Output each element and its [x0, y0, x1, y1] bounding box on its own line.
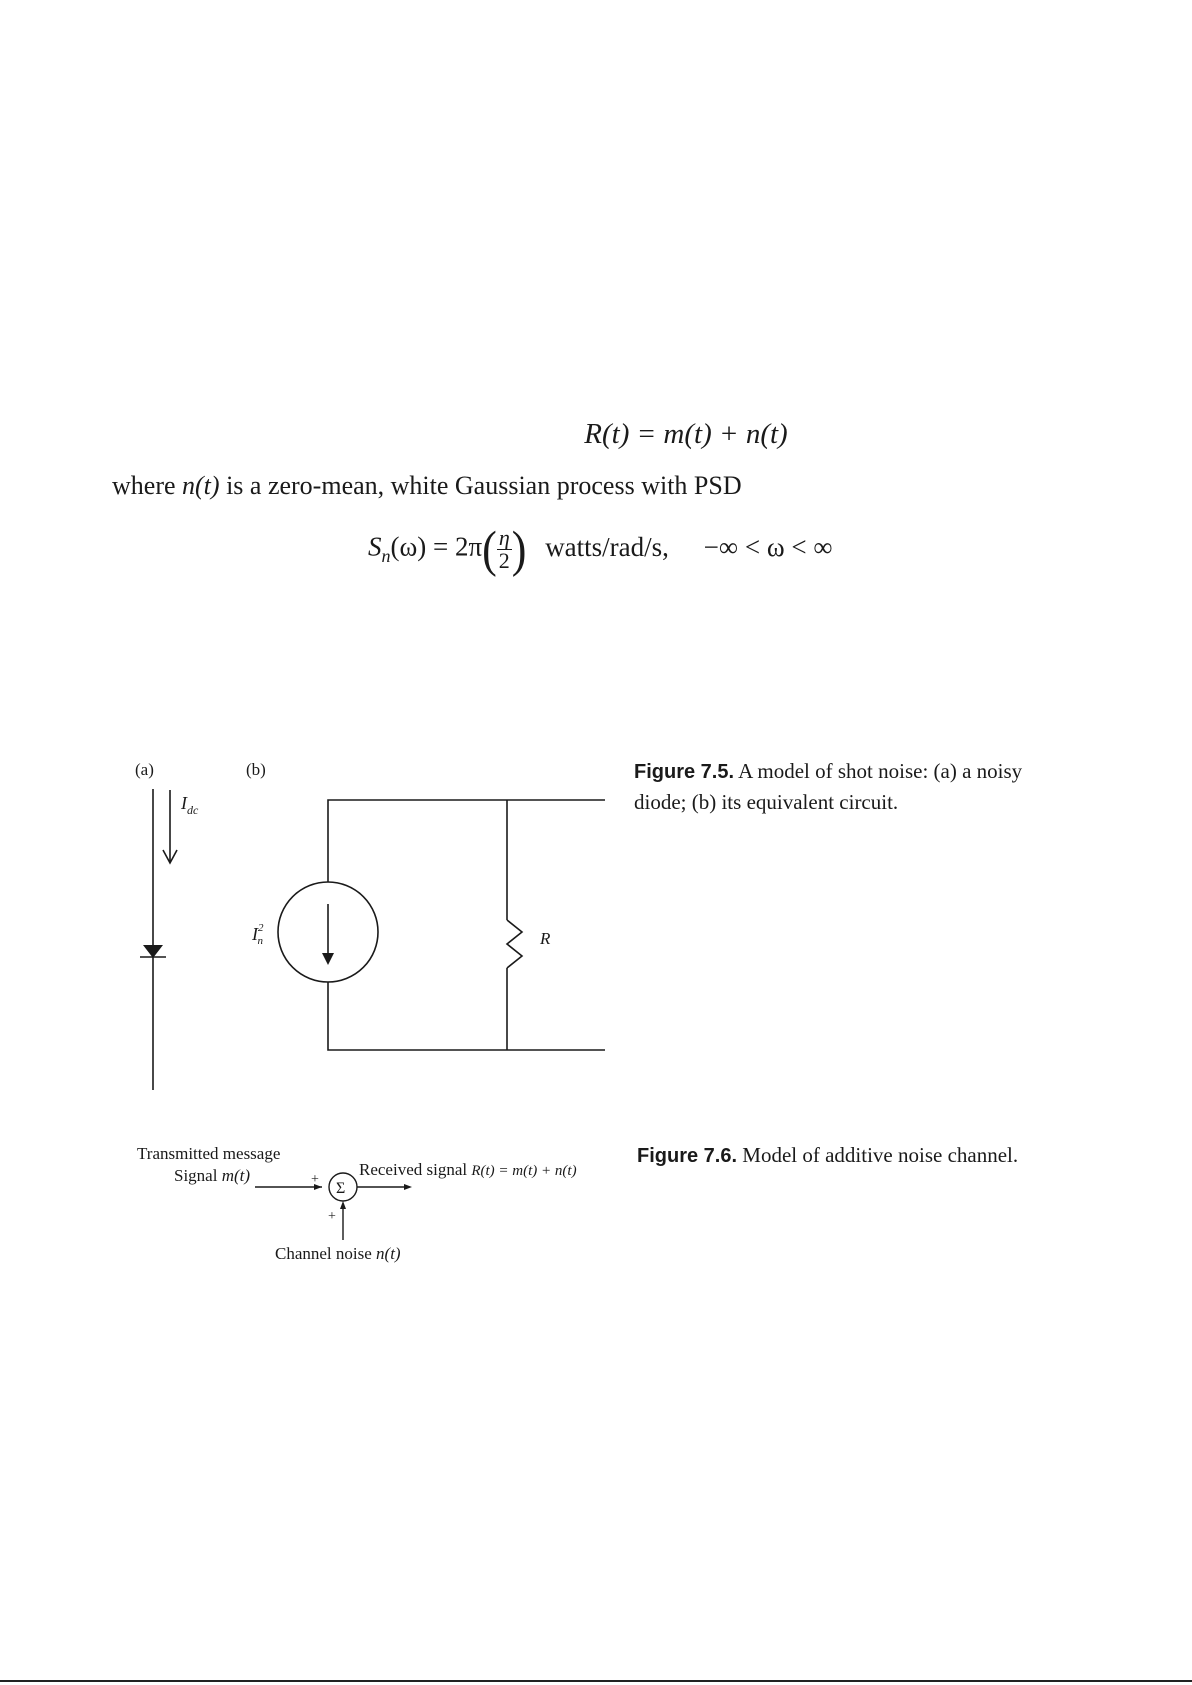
resistor-zigzag — [507, 920, 522, 968]
sigma-symbol: Σ — [336, 1180, 346, 1197]
figure-7-6-caption — [637, 1140, 1077, 1171]
tx-line1: Transmitted message — [137, 1144, 281, 1163]
psd-frac-num: η — [497, 527, 512, 550]
plus-left: + — [311, 1172, 319, 1187]
circuit-top-wire — [328, 800, 605, 882]
idc-label: $I_{dc}$ — [181, 793, 199, 817]
output-arrow-head — [404, 1184, 412, 1190]
figure-7-6-text: Model of additive noise channel. — [742, 1143, 1019, 1167]
label-a: (a) — [135, 760, 154, 779]
in-label: $I^2$ n — [252, 922, 264, 947]
diode-triangle — [143, 945, 163, 958]
paragraph-text-before: where — [112, 471, 183, 500]
psd-lhs-arg: (ω) = 2π — [390, 531, 483, 562]
psd-lhs-sub: n — [381, 546, 391, 567]
close-paren: ) — [511, 521, 527, 578]
psd-range: −∞ < ω < ∞ — [703, 531, 833, 562]
current-source-arrow-head — [322, 953, 334, 965]
paragraph-n-t: n(t) — [182, 471, 220, 500]
page-bottom-rule — [0, 1680, 1192, 1682]
figure-7-5-text: A model of shot noise: (a) a noisy diode; (b) its equivalent circuit. — [634, 759, 1023, 814]
figure-7-5-number: Figure 7.5. — [634, 761, 735, 783]
figure-7-6-number: Figure 7.6. — [637, 1145, 738, 1167]
paragraph-text-after: is a zero-mean, white Gaussian process with PSD — [219, 471, 742, 500]
tx-line2: Signal m(t) — [174, 1166, 251, 1185]
equation-received-text: R(t) = m(t) + n(t) — [584, 418, 788, 450]
psd-frac-den: 2 — [498, 548, 510, 573]
psd-units: watts/rad/s, — [545, 531, 669, 562]
plus-bottom: + — [328, 1209, 336, 1224]
psd-lhs: S — [368, 531, 382, 562]
figure-7-5-caption — [634, 756, 1064, 817]
circuit-bottom-wire — [328, 982, 605, 1050]
noise-arrow-head — [340, 1201, 346, 1209]
label-b: (b) — [246, 760, 266, 779]
open-paren: ( — [482, 521, 497, 578]
noise-label: Channel noise n(t) — [275, 1244, 401, 1263]
resistor-label: R — [540, 929, 551, 948]
rx-label: Received signal R(t) = m(t) + n(t) — [359, 1160, 577, 1179]
